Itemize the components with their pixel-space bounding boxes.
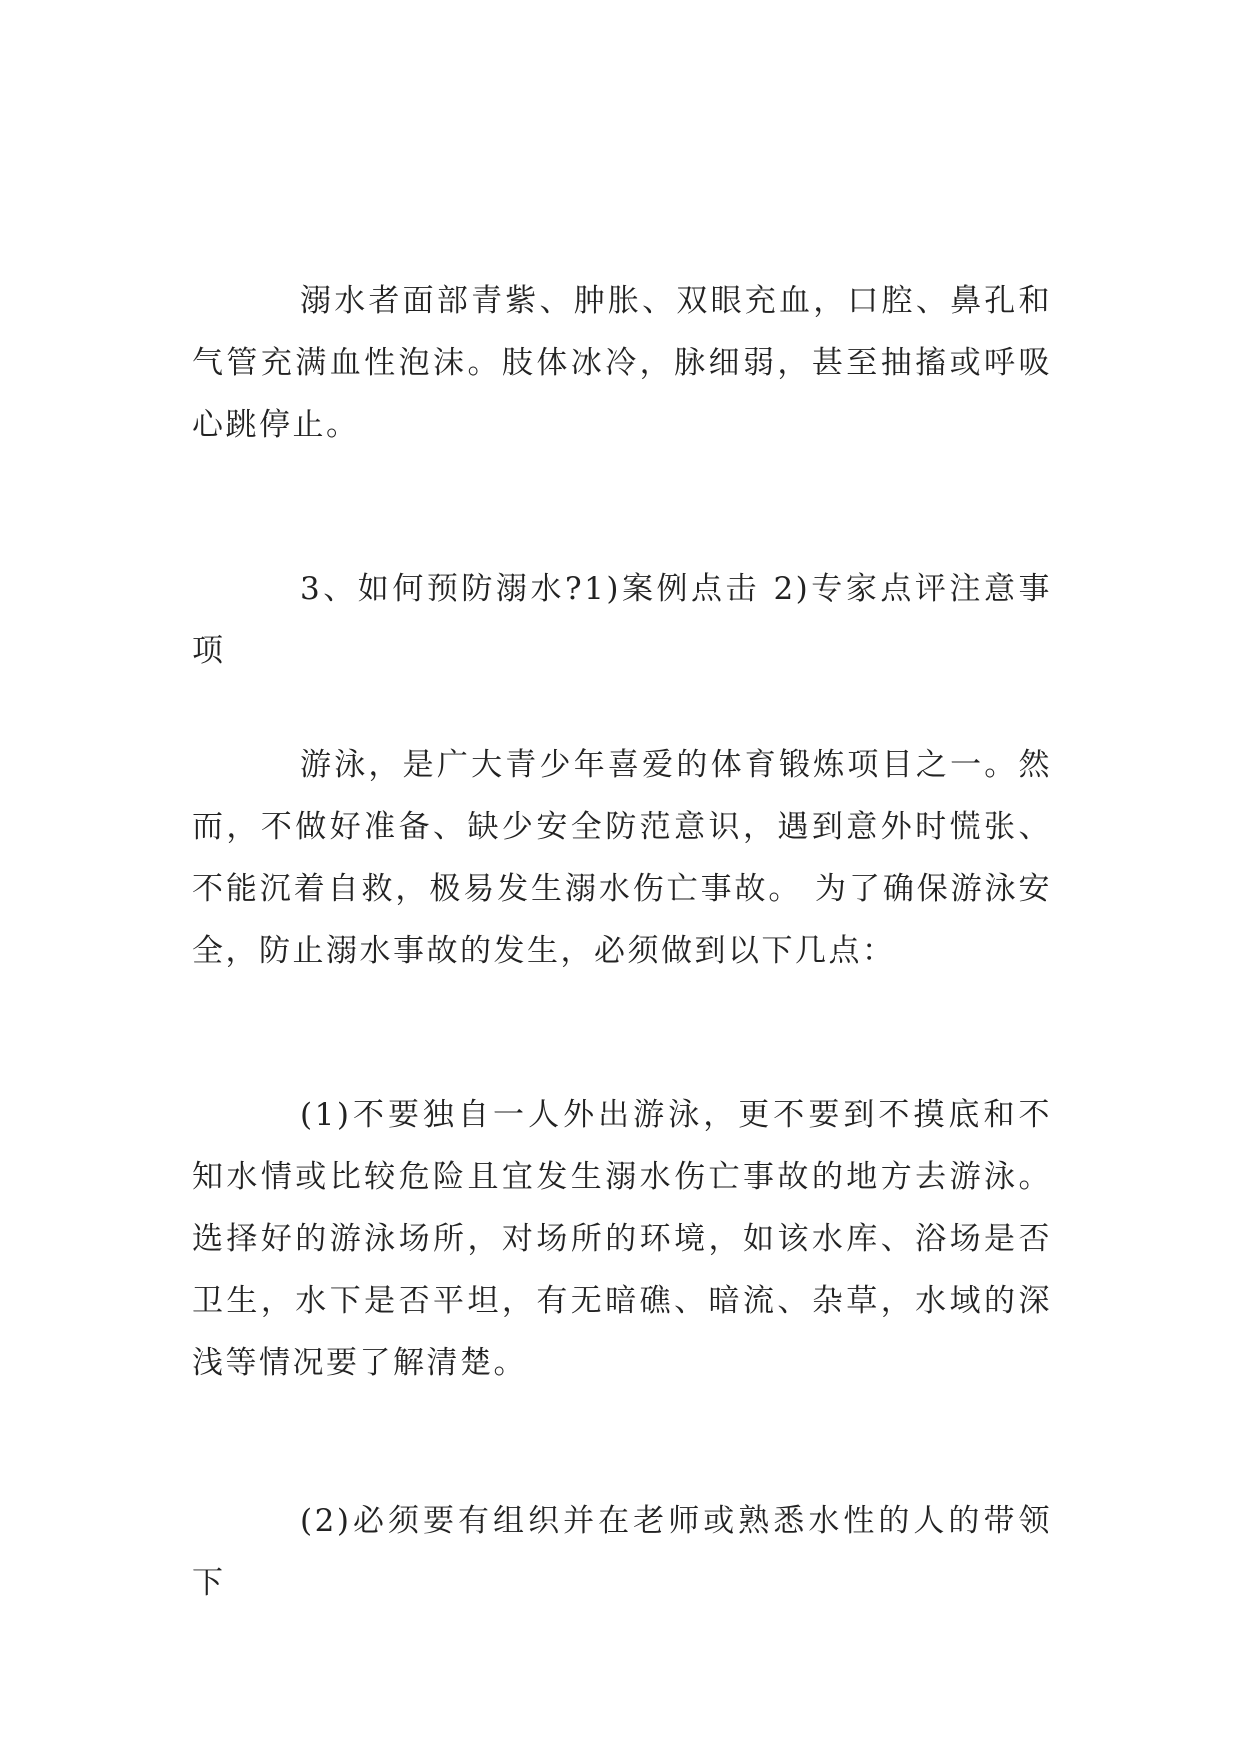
- paragraph-rule-2: (2)必须要有组织并在老师或熟悉水性的人的带领下: [192, 1503, 1052, 1601]
- paragraph-drowning-symptoms: 溺水者面部青紫、肿胀、双眼充血，口腔、鼻孔和气管充满血性泡沫。肢体冰冷，脉细弱，甚至抽搐或呼吸心跳停止。: [192, 283, 1052, 443]
- paragraph-rule-1: (1)不要独自一人外出游泳，更不要到不摸底和不知水情或比较危险且宜发生溺水伤亡事故的地方去游泳。选择好的游泳场所，对场所的环境，如该水库、浴场是否卫生，水下是否平坦，有无暗礁、暗流、杂草，水域的深浅等情况要了解清楚。: [192, 1097, 1052, 1381]
- paragraph-swimming-intro: 游泳，是广大青少年喜爱的体育锻炼项目之一。然而，不做好准备、缺少安全防范意识，遇到意外时慌张、不能沉着自救，极易发生溺水伤亡事故。 为了确保游泳安全，防止溺水事故的发生，必须做到以下几点：: [192, 747, 1052, 969]
- paragraph-prevention-heading: 3、如何预防溺水?1)案例点击 2)专家点评注意事项: [192, 571, 1052, 669]
